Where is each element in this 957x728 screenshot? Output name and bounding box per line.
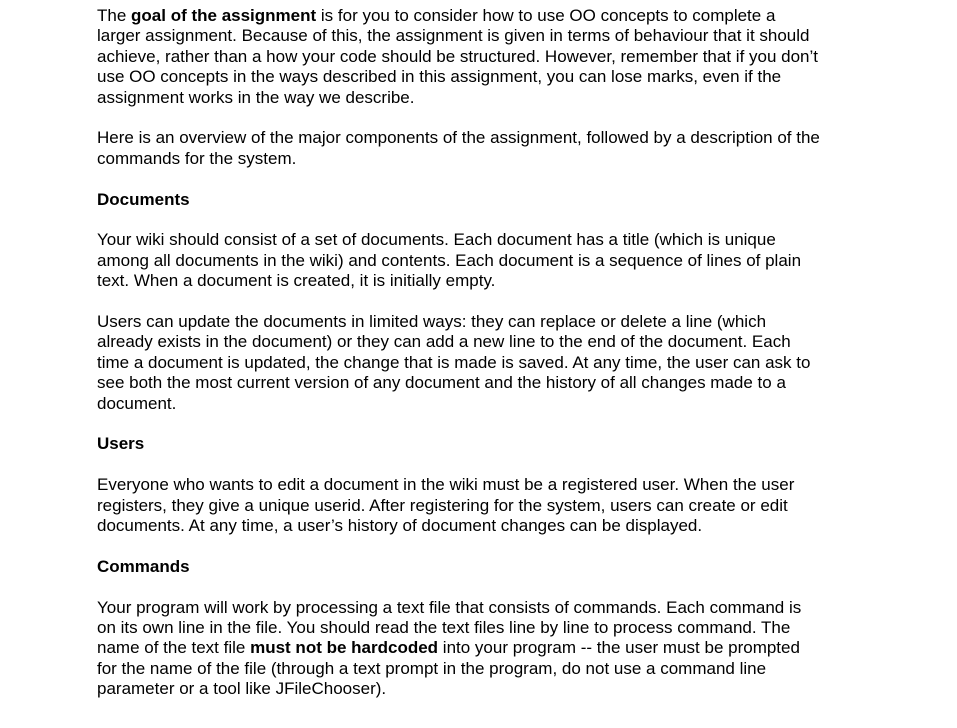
- users-line-2: registers, they give a unique userid. After registering for the system, users can create or edit: [97, 495, 788, 515]
- commands-line-3: [97, 638, 857, 658]
- intro-text-pre: The: [97, 6, 132, 25]
- spacer: [97, 292, 857, 312]
- intro-line-5: assignment works in the way we describe.: [97, 87, 415, 107]
- documents-heading: Documents: [97, 189, 190, 209]
- intro-paragraph: [97, 6, 857, 108]
- commands-text-pre: name of the text file: [97, 638, 251, 658]
- commands-line-5: parameter or a tool like JFileChooser).: [97, 679, 387, 699]
- users-line-3: documents. At any time, a user’s history of document changes can be displayed.: [97, 516, 703, 536]
- spacer: [97, 169, 857, 189]
- documents-p2-line-4: see both the most current version of any document and the history of all changes made to a: [97, 373, 786, 393]
- users-paragraph: [97, 475, 857, 536]
- documents-p2-line-3: time a document is updated, the change that is made is saved. At any time, the user can ask to: [97, 352, 811, 372]
- spacer: [97, 414, 857, 434]
- commands-text-post: into your program -- the user must be prompted: [438, 638, 800, 658]
- intro-line-1: [97, 6, 857, 26]
- documents-paragraph-2: [97, 312, 857, 414]
- commands-paragraph: [97, 598, 857, 700]
- documents-p1-line-1: Your wiki should consist of a set of documents. Each document has a title (which is unique: [97, 230, 776, 250]
- assignment-document: [97, 6, 857, 700]
- overview-line-2: commands for the system.: [97, 148, 297, 168]
- users-line-1: Everyone who wants to edit a document in the wiki must be a registered user. When the user: [97, 475, 795, 495]
- intro-line-4: use OO concepts in the ways described in this assignment, you can lose marks, even if the: [97, 67, 782, 87]
- documents-paragraph-1: [97, 230, 857, 291]
- overview-paragraph: [97, 128, 857, 169]
- documents-p1-line-2: among all documents in the wiki) and contents. Each document is a sequence of lines of plain: [97, 250, 802, 270]
- commands-line-1: Your program will work by processing a text file that consists of commands. Each command is: [97, 597, 802, 617]
- intro-bold-goal: goal of the assignment: [131, 6, 317, 25]
- intro-line-3: achieve, rather than a how your code should be structured. However, remember that if you don’t: [97, 46, 819, 66]
- commands-line-4: for the name of the file (through a text prompt in the program, do not use a command line: [97, 658, 767, 678]
- documents-p1-line-3: text. When a document is created, it is initially empty.: [97, 271, 496, 291]
- commands-heading: Commands: [97, 556, 190, 576]
- intro-line-2: larger assignment. Because of this, the assignment is given in terms of behaviour that it should: [97, 26, 810, 46]
- spacer: [97, 536, 857, 556]
- spacer: [97, 210, 857, 230]
- users-heading: Users: [97, 434, 145, 454]
- spacer: [97, 577, 857, 597]
- commands-bold-not-hardcoded: must not be hardcoded: [250, 638, 439, 658]
- spacer: [97, 108, 857, 128]
- documents-p2-line-2: already exists in the document) or they can add a new line to the end of the document. Each: [97, 332, 791, 352]
- documents-p2-line-1: Users can update the documents in limited ways: they can replace or delete a line (which: [97, 312, 767, 332]
- intro-text-post: is for you to consider how to use OO concepts to complete a: [316, 6, 776, 25]
- overview-line-1: Here is an overview of the major components of the assignment, followed by a description of the: [97, 128, 820, 148]
- spacer: [97, 455, 857, 475]
- commands-line-2: on its own line in the file. You should read the text files line by line to process command. The: [97, 618, 791, 638]
- documents-p2-line-5: document.: [97, 393, 177, 413]
